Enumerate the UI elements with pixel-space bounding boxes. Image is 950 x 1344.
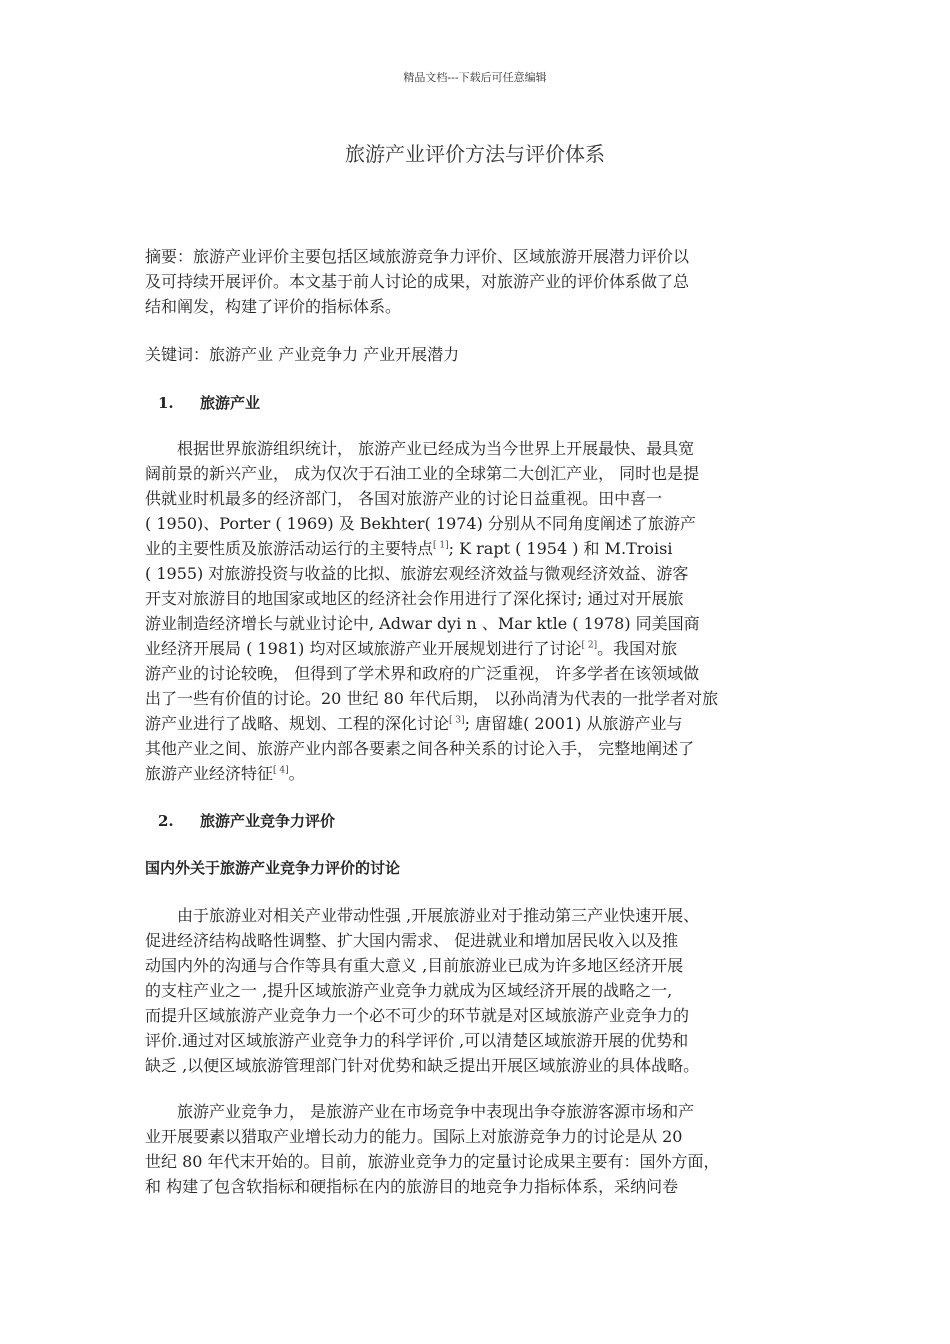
keywords-line: 关键词：旅游产业 产业竞争力 产业开展潜力 [145,345,460,364]
citation-ref: [ 1] [433,540,449,551]
section-title: 旅游产业竞争力评价 [200,812,336,830]
text-run: 。 [288,764,305,783]
section-1-heading [158,392,260,413]
text-run: ; K rapt ( 1954 ) 和 M.Troisi [448,539,673,558]
paragraph-line: 的支柱产业之一 ,提升区域旅游产业竞争力就成为区域经济开展的战略之一, [145,981,673,1000]
paragraph-line: 动国内外的沟通与合作等具有重大意义 ,目前旅游业已成为许多地区经济开展 [145,956,684,975]
section-1-paragraph [145,436,810,786]
text-run: 业经济开展局 ( 1981) 均对区域旅游产业开展规划进行了讨论 [145,639,582,658]
text-run: 。我国对旅 [597,639,678,658]
paragraph-line [145,636,810,661]
text-run: 旅游产业经济特征 [145,764,274,783]
paragraph-line: 游业制造经济增长与就业讨论中, Adwar dyi n 、Mar ktle ( 1978) 同美国商 [145,614,700,633]
abstract-line: 结和阐发，构建了评价的指标体系。 [145,297,402,316]
paragraph-line: 开支对旅游目的地国家或地区的经济社会作用进行了深化探讨; 通过对开展旅 [145,589,684,608]
paragraph-line: 业开展要素以猎取产业增长动力的能力。国际上对旅游竞争力的讨论是从 20 [145,1127,683,1146]
paragraph-line: 评价.通过对区域旅游产业竞争力的科学评价 ,可以清楚区域旅游开展的优势和 [145,1031,689,1050]
text-run: ; 唐留雄( 2001) 从旅游产业与 [464,714,683,733]
paragraph-line: 旅游产业竞争力， 是旅游产业在市场竞争中表现出争夺旅游客源市场和产 [145,1102,695,1121]
abstract-line: 及可持续开展评价。本文基于前人讨论的成果，对旅游产业的评价体系做了总 [145,272,690,291]
citation-ref: [ 4] [273,765,289,776]
text-run: 游产业进行了战略、规划、工程的深化讨论 [145,714,450,733]
paragraph-line [145,536,810,561]
paragraph-line: 出了一些有价值的讨论。20 世纪 80 年代后期， 以孙尚清为代表的一批学者对旅 [145,689,719,708]
text-run: 业的主要性质及旅游活动运行的主要特点 [145,539,434,558]
abstract [145,244,810,319]
keywords [145,342,810,367]
paragraph-line: 由于旅游业对相关产业带动性强 ,开展旅游业对于推动第三产业快速开展、 [145,906,700,925]
paragraph-line: 世纪 80 年代末开始的。目前，旅游业竞争力的定量讨论成果主要有：国外方面， [145,1152,720,1171]
section-number: 1. [158,394,174,412]
section-title: 旅游产业 [200,394,261,412]
header-note: 精品文档---下载后可任意编辑 [403,71,547,84]
paragraph-line: 供就业时机最多的经济部门， 各国对旅游产业的讨论日益重视。田中喜一 [145,489,663,508]
paragraph-line: 根据世界旅游组织统计， 旅游产业已经成为当今世界上开展最快、最具宽 [145,439,695,458]
paragraph-line: 而提升区域旅游产业竞争力一个必不可少的环节就是对区域旅游产业竞争力的 [145,1006,690,1025]
paragraph-line: ( 1955) 对旅游投资与收益的比拟、旅游宏观经济效益与微观经济效益、游客 [145,564,689,583]
paragraph-line: 游产业的讨论较晚， 但得到了学术界和政府的广泛重视， 许多学者在该领域做 [145,664,700,683]
page-title: 旅游产业评价方法与评价体系 [345,142,605,166]
section-number: 2. [158,812,174,830]
paragraph-line: 和 构建了包含软指标和硬指标在内的旅游目的地竞争力指标体系，采纳问卷 [145,1177,679,1196]
section-2-paragraph-2 [145,1099,810,1199]
paragraph-line [145,761,810,786]
section-2-heading [158,810,335,831]
paragraph-line: ( 1950)、Porter ( 1969) 及 Bekhter( 1974) 分别从不同角度阐述了旅游产 [145,514,696,533]
abstract-line: 摘要：旅游产业评价主要包括区域旅游竞争力评价、区域旅游开展潜力评价以 [145,247,690,266]
citation-ref: [ 3] [449,715,465,726]
section-2-paragraph-1 [145,903,810,1078]
subsection-heading: 国内外关于旅游产业竞争力评价的讨论 [145,859,401,877]
paragraph-line: 缺乏 ,以便区域旅游管理部门针对优势和缺乏提出开展区域旅游业的具体战略。 [145,1056,700,1075]
paragraph-line: 阔前景的新兴产业， 成为仅次于石油工业的全球第二大创汇产业， 同时也是提 [145,464,700,483]
paragraph-line: 其他产业之间、旅游产业内部各要素之间各种关系的讨论入手， 完整地阐述了 [145,739,695,758]
citation-ref: [ 2] [581,640,598,651]
paragraph-line [145,711,810,736]
paragraph-line: 促进经济结构战略性调整、扩大国内需求、 促进就业和增加居民收入以及推 [145,931,679,950]
